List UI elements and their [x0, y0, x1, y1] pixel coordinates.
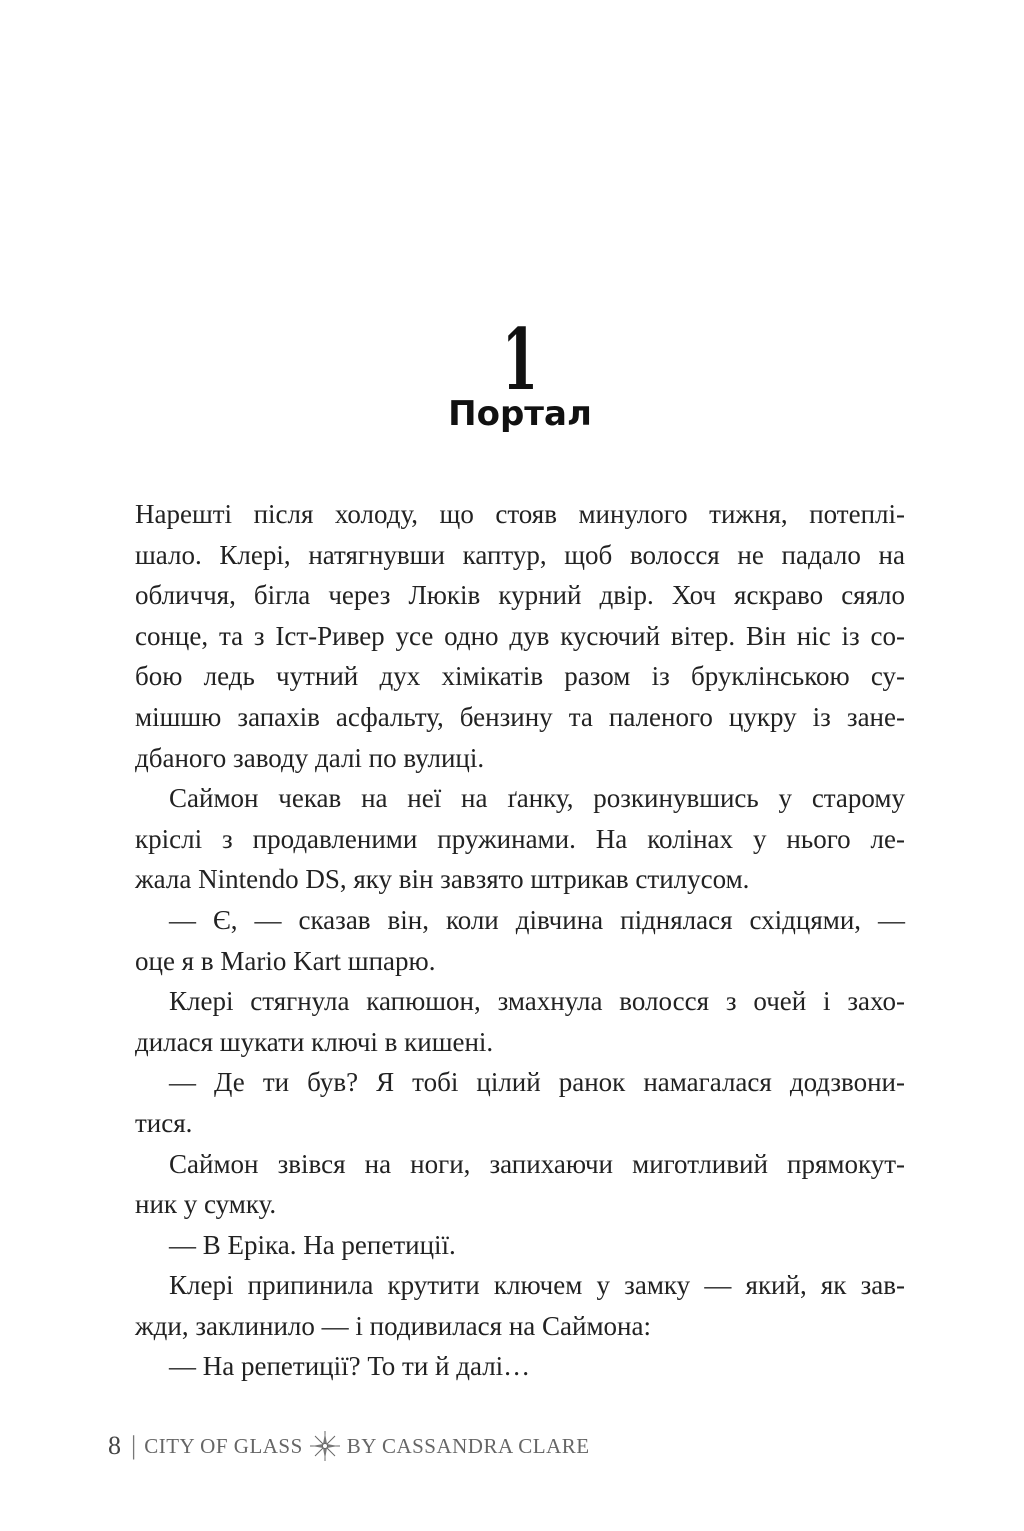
footer-separator: | — [131, 1431, 137, 1460]
body-text — [135, 494, 905, 1387]
text-line: Саймон звівся на ноги, запихаючи миготливий прямокут- — [169, 1148, 905, 1179]
text-line: бою ледь чутний дух хімікатів разом із бруклінською су- — [135, 661, 905, 692]
text-line: — В Еріка. На репетиції. — [169, 1229, 456, 1260]
text-line: — Де ти був? Я тобі цілий ранок намагалася додзвони- — [169, 1067, 905, 1098]
text-line: сонце, та з Іст-Ривер усе одно дув кусючий вітер. Він ніс із со- — [135, 620, 905, 651]
text-line: Нарешті після холоду, що стояв минулого тижня, потеплі- — [135, 499, 905, 529]
text-line: дилася шукати ключі в кишені. — [135, 1026, 494, 1057]
text-line: кріслі з продавленими пружинами. На колінах у нього ле- — [135, 823, 905, 854]
chapter-title: Портал — [448, 394, 592, 434]
text-line: Клері стягнула капюшон, змахнула волосся з очей і захо- — [169, 986, 905, 1017]
text-line: жала Nintendo DS, яку він завзято штрикав стилусом. — [135, 864, 750, 895]
chapter-number: 1 — [501, 310, 539, 409]
footer-author: BY CASSANDRA CLARE — [346, 1433, 590, 1458]
text-line: тися. — [135, 1107, 193, 1138]
footer-book-title: CITY OF GLASS — [144, 1433, 303, 1458]
text-line: Клері припинила крутити ключем у замку — який, як зав- — [169, 1270, 905, 1301]
page-number: 8 — [108, 1431, 121, 1460]
compass-star-icon — [309, 1430, 341, 1462]
text-line: дбаного заводу далі по вулиці. — [135, 742, 485, 773]
text-line: мішшю запахів асфальту, бензину та паленого цукру із зане- — [135, 701, 905, 732]
page-footer — [108, 1426, 590, 1466]
text-line: — На репетиції? То ти й далі… — [169, 1351, 531, 1382]
text-line: — Є, — сказав він, коли дівчина піднялася східцями, — — [169, 904, 905, 935]
text-line: шало. Клері, натягнувши каптур, щоб волосся не падало на — [135, 539, 905, 570]
text-line: Саймон чекав на неї на ґанку, розкинувшись у старому — [169, 783, 905, 814]
text-line: ник у сумку. — [135, 1189, 277, 1220]
text-line: оце я в Mario Kart шпарю. — [135, 945, 436, 976]
text-line: жди, заклинило — і подивилася на Саймона: — [135, 1310, 651, 1341]
text-line: обличчя, бігла через Люків курний двір. Хоч яскраво сяяло — [135, 580, 905, 611]
